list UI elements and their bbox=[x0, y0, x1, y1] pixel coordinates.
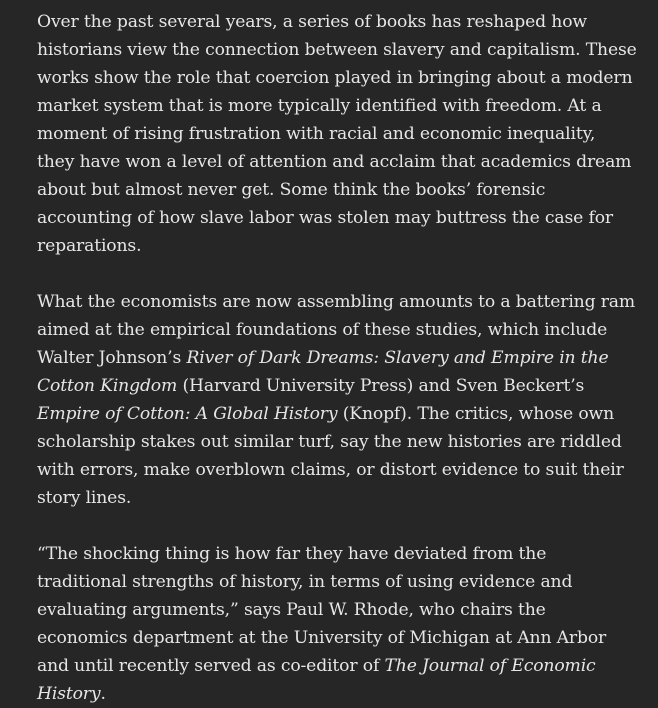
paragraph-3-text-b: . bbox=[100, 684, 106, 704]
article-body bbox=[37, 8, 637, 708]
paragraph-2-text-c: (Knopf). The critics, whose own scholarship stakes out similar turf, say the new histories are riddled with errors, make overblown claims, or distort evidence to suit their story lines. bbox=[37, 404, 624, 508]
paragraph-2-text-b: (Harvard University Press) and Sven Beckert’s bbox=[177, 376, 585, 396]
paragraph-1-text: Over the past several years, a series of books has reshaped how historians view the connection between slavery and capitalism. These works show the role that coercion played in bringing about a modern market system that is more typically identified with freedom. At a moment of rising frustration with racial and economic inequality, they have won a level of attention and acclaim that academics dream about but almost never get. Some think the books’ forensic accounting of how slave labor was stolen may buttress the case for reparations. bbox=[37, 12, 637, 256]
paragraph-2-text-a: What the economists are now assembling amounts to a battering ram aimed at the empirical foundations of these studies, which include Walter Johnson’s bbox=[37, 292, 636, 368]
paragraph-1 bbox=[37, 8, 637, 260]
paragraph-3 bbox=[37, 540, 637, 708]
book-title-river-of-dark-dreams: River of Dark Dreams: Slavery and Empire in the Cotton Kingdom bbox=[37, 348, 609, 396]
book-title-empire-of-cotton: Empire of Cotton: A Global History bbox=[37, 404, 338, 424]
paragraph-3-text-a: “The shocking thing is how far they have deviated from the traditional strengths of history, in terms of using evidence and evaluating arguments,” says Paul W. Rhode, who chairs the economics department at the University of Michigan at Ann Arbor and until recently served as co-editor of bbox=[37, 544, 607, 676]
paragraph-2 bbox=[37, 288, 637, 512]
journal-title: The Journal of Economic History bbox=[37, 656, 596, 704]
